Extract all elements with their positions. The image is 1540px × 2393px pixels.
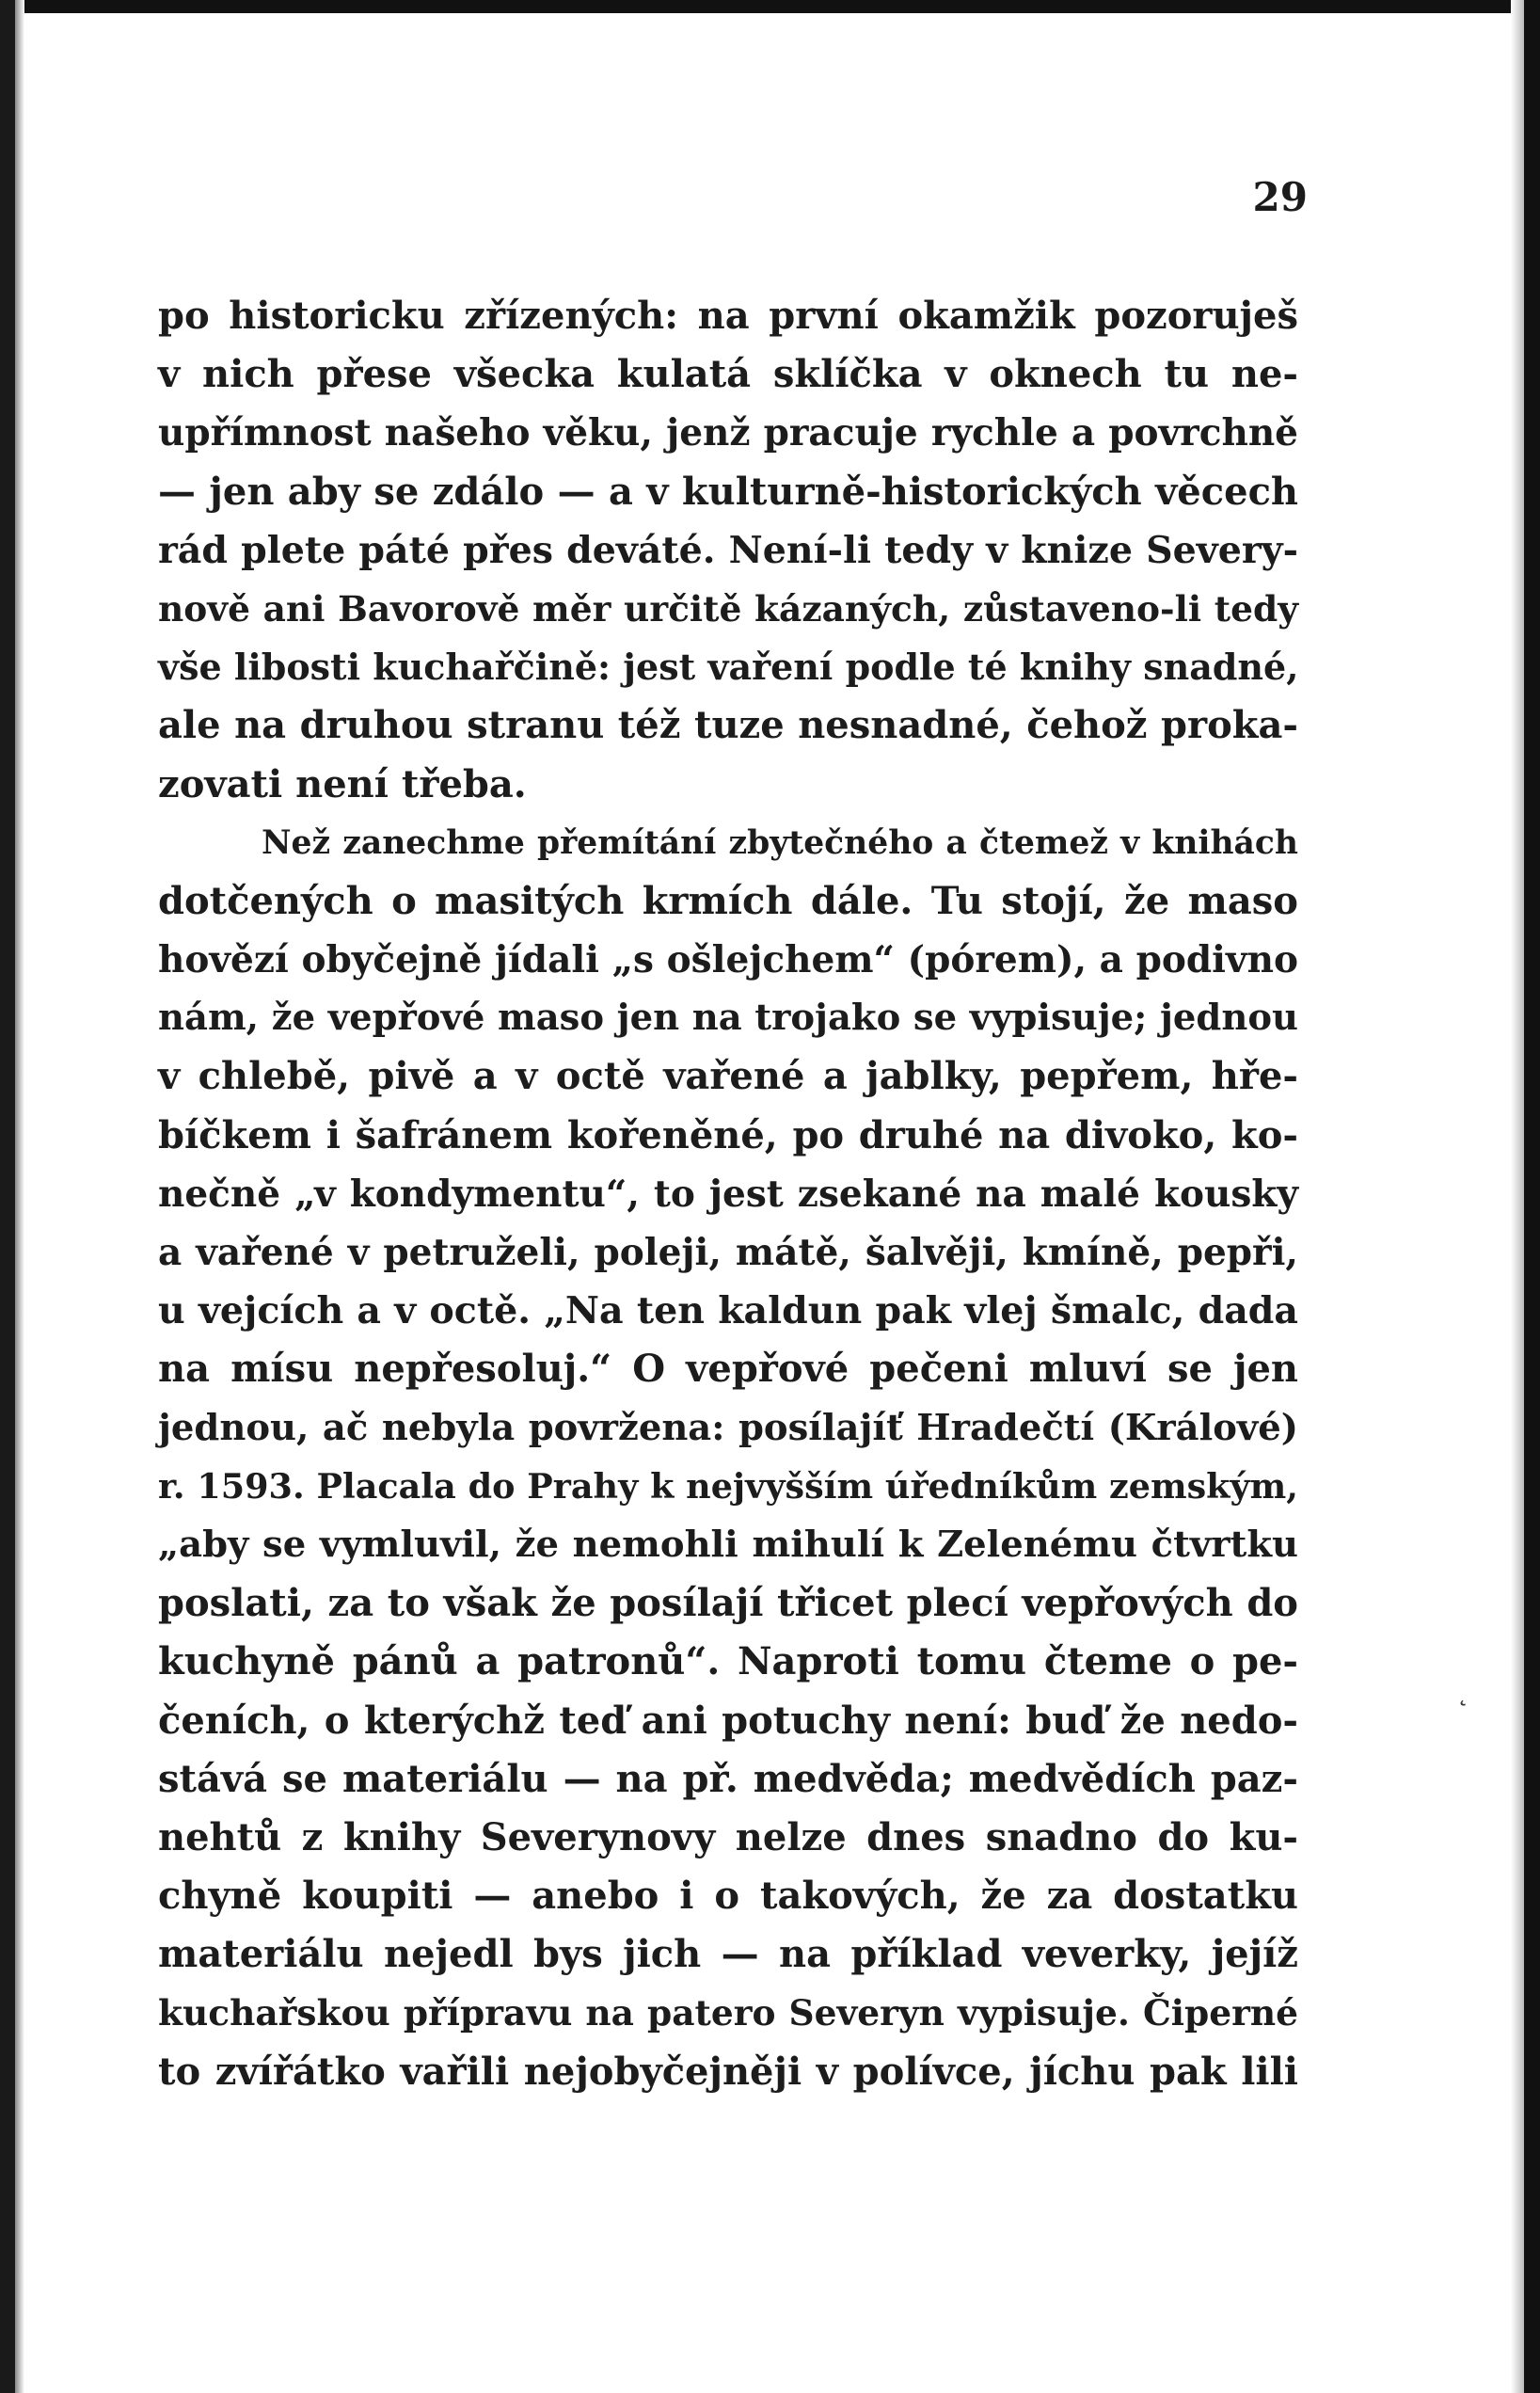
text-line: kuchařskou přípravu na patero Severyn vypisuje. Čiperné [158, 1992, 1298, 2034]
text-line: v chlebě, pivě a v octě vařené a jablky, pepřem, hře- [158, 1054, 1298, 1099]
text-line: kuchyně pánů a patronů“. Naproti tomu čteme o pe- [158, 1639, 1298, 1684]
text-line: stává se materiálu — na př. medvěda; medvědích paz- [158, 1756, 1298, 1801]
margin-mark: ˛ [1456, 1676, 1469, 1707]
text-line: r. 1593. Placala do Prahy k nejvyšším úředníkům zemským, [158, 1465, 1298, 1507]
text-line: hovězí obyčejně jídali „s ošlejchem“ (pórem), a podivno [158, 938, 1298, 982]
text-line: dotčených o masitých krmích dále. Tu stojí, že maso [158, 878, 1298, 923]
text-line: na mísu nepřesoluj.“ O vepřové pečeni mluví se jen [158, 1347, 1298, 1392]
text-line: a vařené v petruželi, poleji, mátě, šalvěji, kmíně, pepři, [158, 1231, 1298, 1274]
text-line: po historicku zřízených: na první okamžik pozoruješ [158, 294, 1298, 338]
body-text [158, 287, 1298, 2101]
text-line: chyně koupiti — anebo i o takových, že za dostatku [158, 1874, 1298, 1919]
text-line: rád plete páté přes deváté. Není-li tedy v knize Severy- [158, 528, 1298, 572]
page-right-shadow [1511, 0, 1524, 2393]
text-line: jednou, ač nebyla povržena: posílajíť Hradečtí (Králové) [158, 1406, 1298, 1449]
page-number: 29 [1252, 174, 1308, 220]
text-line: materiálu nejedl bys jich — na příklad veverky, jejíž [158, 1932, 1298, 1977]
text-line: v nich přese všecka kulatá sklíčka v oknech tu ne- [158, 352, 1298, 397]
text-line: nově ani Bavorově měr určitě kázaných, zůstaveno-li tedy [158, 587, 1298, 630]
text-line: vše libosti kuchařčině: jest vaření podle té knihy snadné, [158, 646, 1299, 689]
scan-top-border [0, 0, 1540, 13]
scan-right-border [1524, 0, 1540, 2393]
scan-left-border [0, 0, 15, 2393]
text-line: „aby se vymluvil, že nemohli mihulí k Zelenému čtvrtku [158, 1523, 1298, 1566]
text-line: ale na druhou stranu též tuze nesnadné, čehož proka- [158, 703, 1298, 748]
paragraph-start-line: Než zanechme přemítání zbytečného a čtemež v knihách [262, 823, 1298, 862]
paragraph-end-line: zovati není třeba. [158, 761, 527, 806]
text-line: nám, že vepřové maso jen na trojako se vypisuje; jednou [158, 997, 1298, 1040]
text-line: — jen aby se zdálo — a v kulturně-historických věcech [158, 469, 1298, 514]
text-line: nehtů z knihy Severynovy nelze dnes snadno do ku- [158, 1814, 1298, 1859]
text-line: bíčkem i šafránem kořeněné, po druhé na divoko, ko- [158, 1112, 1298, 1157]
text-line: poslati, za to však že posílají třicet plecí vepřových do [158, 1581, 1298, 1626]
page-gutter-shadow [15, 0, 24, 2393]
text-line: to zvířátko vařili nejobyčejněji v polívce, jíchu pak lili [158, 2049, 1298, 2094]
text-line: čeních, o kterýchž teď ani potuchy není: buď že nedo- [158, 1698, 1298, 1743]
text-line: u vejcích a v octě. „Na ten kaldun pak vlej šmalc, dada [158, 1289, 1298, 1333]
text-line: upřímnost našeho věku, jenž pracuje rychle a povrchně [158, 411, 1298, 455]
text-line: nečně „v kondymentu“, to jest zsekané na malé kousky [158, 1172, 1298, 1216]
